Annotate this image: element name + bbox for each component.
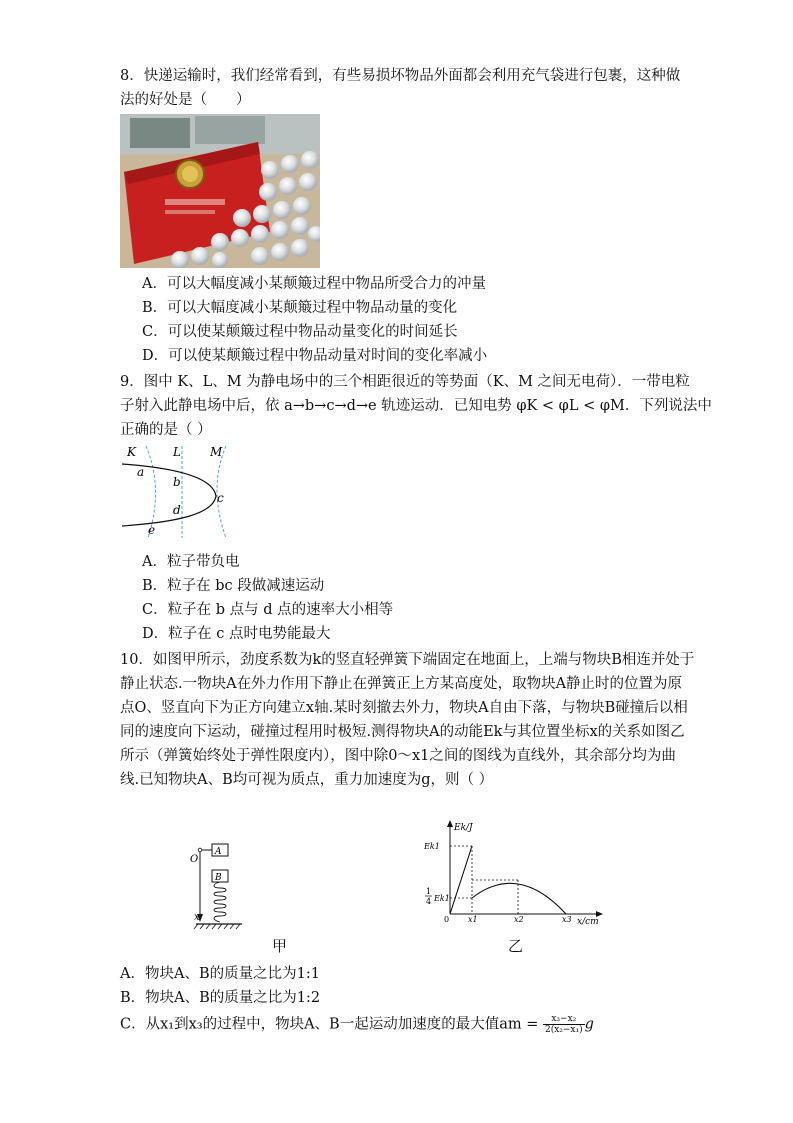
q10-stem-line5: 所示（弹簧始终处于弹性限度内），图中除0～x1之间的图线为直线外，其余部分均为曲 [120, 748, 676, 764]
x-tick-x3: x3 [562, 915, 572, 924]
q10-option-c [120, 1014, 594, 1035]
q8-option-a: A．可以大幅度减小某颠簸过程中物品所受合力的冲量 [142, 276, 486, 292]
label-block-b: B [215, 873, 222, 883]
label-c: c [217, 491, 224, 505]
linear-segment [450, 846, 472, 914]
q9-option-d: D．粒子在 c 点时电势能最大 [142, 626, 331, 642]
formula-denominator: 2(x₂−x₁) [544, 1025, 583, 1035]
curve-segment [472, 883, 566, 914]
q9-stem-line2: 子射入此静电场中后，依 a→b→c→d→e 轨迹运动．已知电势 φK < φL < φM．下列说法中 [120, 398, 712, 414]
q8-photo-air-cushion-package [120, 114, 320, 268]
y-tick-ek1-top: Ek1 [424, 842, 440, 851]
q9-option-b: B．粒子在 bc 段做减速运动 [142, 578, 325, 594]
label-d: d [173, 503, 181, 517]
q10-stem-line4: 同的速度向下运动，碰撞过程用时极短.测得物块A的动能Ek与其位置坐标x的关系如图乙 [120, 724, 685, 740]
label-b: b [173, 475, 181, 489]
q9-option-c: C．粒子在 b 点与 d 点的速率大小相等 [142, 602, 394, 618]
figure-yi-caption: 乙 [508, 937, 524, 955]
label-a: a [137, 465, 145, 479]
y-tick-frac-num: 1 [426, 887, 432, 896]
x-tick-x2: x2 [514, 915, 524, 924]
label-o: O [190, 854, 199, 865]
q9-equipotential-figure [118, 442, 248, 540]
q10-option-c-text: C．从x₁到x₃的过程中，物块A、B一起运动加速度的最大值am = [120, 1016, 543, 1033]
q10-figure-jia [186, 838, 256, 934]
q10-stem-line1: 10．如图甲所示，劲度系数为k的竖直轻弹簧下端固定在地面上，上端与物块B相连并处于 [120, 652, 695, 668]
label-l: L [173, 445, 181, 459]
q8-stem-line2: 法的好处是（ ） [120, 92, 251, 108]
label-k: K [127, 445, 136, 459]
q10-stem-line6: 线.已知物块A、B均可视为质点，重力加速度为g，则（ ） [120, 772, 494, 788]
q8-option-c: C．可以使某颠簸过程中物品动量变化的时间延长 [142, 324, 458, 340]
q9-option-a: A．粒子带负电 [142, 554, 240, 570]
label-m: M [210, 445, 223, 459]
label-e: e [148, 523, 156, 537]
q10-option-c-formula [543, 1014, 585, 1035]
x-axis-label: x/cm [577, 917, 599, 926]
q10-stem-line3: 点O、竖直向下为正方向建立x轴.某时刻撤去外力，物块A自由下落，与物块B碰撞后以相 [120, 700, 688, 716]
q10-option-b: B．物块A、B的质量之比为1:2 [120, 990, 321, 1006]
label-x-axis: x [194, 912, 200, 923]
q8-option-b: B．可以大幅度减小某颠簸过程中物品动量的变化 [142, 300, 458, 316]
y-axis-label: Ek/J [454, 823, 473, 833]
q8-stem-line1: 8．快递运输时，我们经常看到，有些易损坏物品外面都会利用充气袋进行包裹，这种做 [120, 68, 681, 84]
figure-jia-caption: 甲 [272, 937, 288, 955]
label-block-a: A [215, 847, 222, 857]
spring [214, 882, 226, 922]
q10-option-c-tail: g [584, 1016, 594, 1033]
q10-option-a: A．物块A、B的质量之比为1:1 [120, 966, 320, 982]
y-tick-ek1-bottom: Ek1 [434, 894, 450, 903]
x-tick-x1: x1 [468, 915, 478, 924]
origin-label: 0 [444, 915, 450, 924]
q10-figure-yi-ek-x-graph [420, 818, 610, 926]
q8-option-d: D．可以使某颠簸过程中物品动量对时间的变化率减小 [142, 348, 488, 364]
q9-stem-line3: 正确的是（ ） [120, 422, 212, 438]
q9-stem-line1: 9．图中 K、L、M 为静电场中的三个相距很近的等势面（K、M 之间无电荷）．一带电粒 [120, 374, 690, 390]
q10-stem-line2: 静止状态.一物块A在外力作用下静止在弹簧正上方某高度处，取物块A静止时的位置为原 [120, 676, 683, 692]
formula-numerator: x₃−x₂ [543, 1014, 585, 1025]
y-tick-frac-den: 4 [426, 897, 432, 906]
